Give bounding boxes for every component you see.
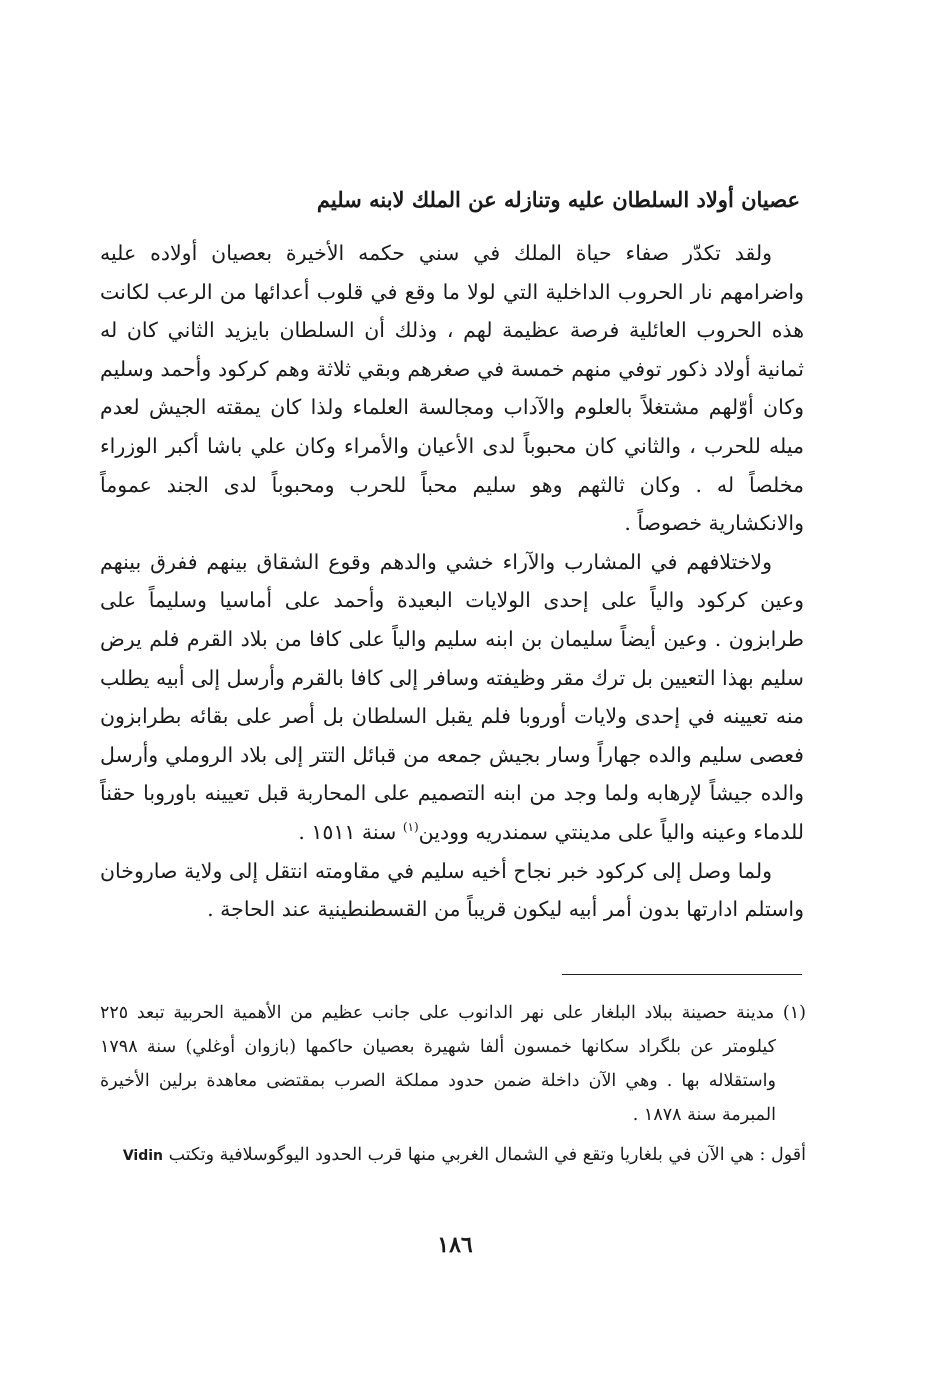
footnote-2 (100, 1138, 806, 1173)
footnote-2-text: أقول : هي الآن في بلغاريا وتقع في الشمال الغربي منها قرب الحدود اليوگوسلافية وتكتب (168, 1145, 806, 1165)
page-number: ١٨٦ (437, 1232, 473, 1258)
paragraph-1: ولقد تكدّر صفاء حياة الملك في سني حكمه الأخيرة بعصيان أولاده عليه واضرامهم نار الحروب الداخلية التي لولا ما وقع في قلوب أعدائها من الرعب لكانت هذه الحروب العائلية فرصة عظيمة لهم ، وذلك أن السلطان بايزيد الثاني كان له ثمانية أولاد ذكور توفي منهم خمسة في صغرهم وبقي ثلاثة وهم كركود وأحمد وسليم وكان أوّلهم مشتغلاً بالعلوم والآداب ومجالسة العلماء ولذا كان يمقته الجيش لعدم ميله للحرب ، والثاني كان محبوباً لدى الأعيان والأمراء وكان علي باشا أكبر الوزراء مخلصاً له . وكان ثالثهم وهو سليم محباً للحرب ومحبوباً لدى الجند عموماً والانكشارية خصوصاً . (100, 241, 804, 536)
body-text (100, 234, 804, 929)
section-heading: عصيان أولاد السلطان عليه وتنازله عن الملك لابنه سليم (316, 187, 800, 212)
footnotes (100, 996, 806, 1173)
footnote-1: (١) مدينة حصينة ببلاد البلغار على نهر الدانوب على جانب عظيم من الأهمية الحربية تبعد ٢٢٥ كيلومتر عن بلگراد سكانها خمسون ألفا شهيرة بعصيان حاكمها (بازوان أوغلي) سنة ١٧٩٨ واستقلاله بها . وهي الآن داخلة ضمن حدود مملكة الصرب بمقتضى معاهدة برلين الأخيرة المبرمة سنة ١٨٧٨ . (100, 1003, 806, 1125)
paragraph-2-year: سنة ١٥١١ . (298, 819, 397, 844)
footnote-reference: (١) (402, 820, 419, 835)
paragraph-3: ولما وصل إلى كركود خبر نجاح أخيه سليم في مقاومته انتقل إلى ولاية صاروخان واستلم ادارتها بدون أمر أبيه ليكون قريباً من القسطنطينية عند الحاجة . (100, 858, 804, 922)
footnote-divider (562, 974, 802, 975)
paragraph-2-text: ولاختلافهم في المشارب والآراء خشي والدهم وقوع الشقاق بينهم ففرق بينهم وعين كركود والياً على إحدى الولايات البعيدة وأحمد على أماسيا وسليماً على طرابزون . وعين أيضاً سليمان بن ابنه سليم والياً على كافا من بلاد القرم فلم يرض سليم بهذا التعيين بل ترك مقر وظيفته وسافر إلى كافا بالقرم وأرسل إلى أبيه يطلب منه تعيينه في إحدى ولايات أوروبا فلم يقبل السلطان بل أصر على بقائه بطرابزون فعصى سليم والده جهاراً وسار بجيش جمعه من قبائل التتر إلى بلاد الروملي وأرسل والده جيشاً لإرهابه ولما وجد من ابنه التصميم على المحاربة قبل تعيينه باوروبا حقناً للدماء وعينه والياً على مدينتي سمندريه وودين (100, 549, 804, 844)
footnote-latin-word: Vidin (122, 1148, 163, 1164)
paragraph-2 (100, 543, 804, 852)
